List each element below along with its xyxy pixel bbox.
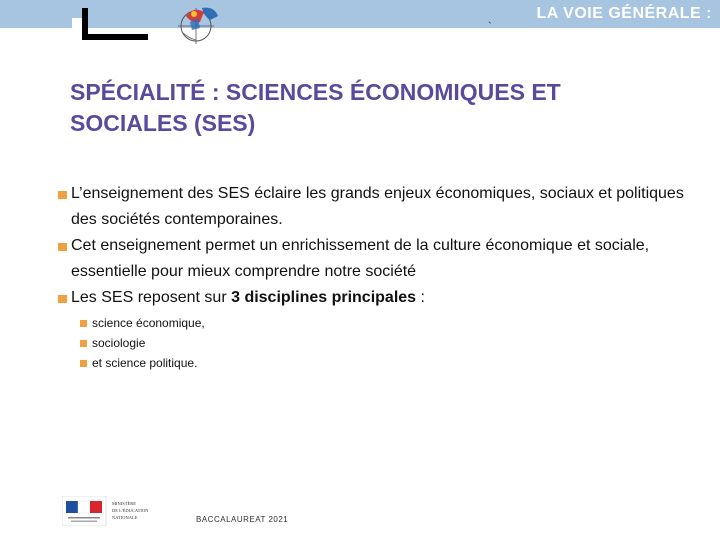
footer-label: BACCALAUREAT 2021 (196, 515, 289, 524)
bullet-item (56, 233, 706, 285)
bullet-square-icon (80, 360, 87, 367)
sub-bullet-text: et science politique. (92, 356, 198, 370)
bullet-square-icon (80, 340, 87, 347)
page-title (70, 77, 690, 139)
sub-bullet-item (78, 353, 706, 373)
bullet-text-part: : (416, 289, 425, 306)
bullet-item (56, 285, 706, 311)
ministry-logo (62, 496, 158, 526)
section-title: LA VOIE GÉNÉRALE : (536, 5, 712, 22)
bullet-item (56, 181, 706, 233)
bullet-text (71, 285, 706, 311)
bullet-text-bold: 3 disciplines principales (231, 289, 417, 306)
corner-bracket-logo (72, 8, 148, 40)
svg-text:NATIONALE: NATIONALE (112, 515, 138, 520)
title-line-1: SPÉCIALITÉ : SCIENCES ÉCONOMIQUES ET (70, 79, 561, 105)
sub-bullet-text: science économique, (92, 316, 205, 330)
svg-text:DE L'ÉDUCATION: DE L'ÉDUCATION (112, 508, 149, 513)
sub-bullet-text: sociologie (92, 336, 146, 350)
academy-emblem-icon (174, 2, 224, 44)
bullet-square-icon (58, 295, 67, 303)
bullet-text-part: Les SES reposent sur (71, 289, 232, 306)
sub-bullet-item (78, 313, 706, 333)
stray-mark: ` (488, 21, 492, 33)
svg-text:MINISTÈRE: MINISTÈRE (112, 501, 136, 506)
bullet-text: L’enseignement des SES éclaire les grands enjeux économiques, sociaux et politiques des sociétés contemporaines. (71, 185, 684, 228)
bullet-text: Cet enseignement permet un enrichissement de la culture économique et sociale, essentielle pour mieux comprendre notre société (71, 237, 650, 280)
bullet-square-icon (80, 320, 87, 327)
title-line-2: SOCIALES (SES) (70, 110, 256, 136)
bullet-square-icon (58, 243, 67, 251)
sub-bullet-list (78, 313, 706, 373)
bullet-square-icon (58, 191, 67, 199)
bullet-list (56, 181, 706, 373)
sub-bullet-item (78, 333, 706, 353)
